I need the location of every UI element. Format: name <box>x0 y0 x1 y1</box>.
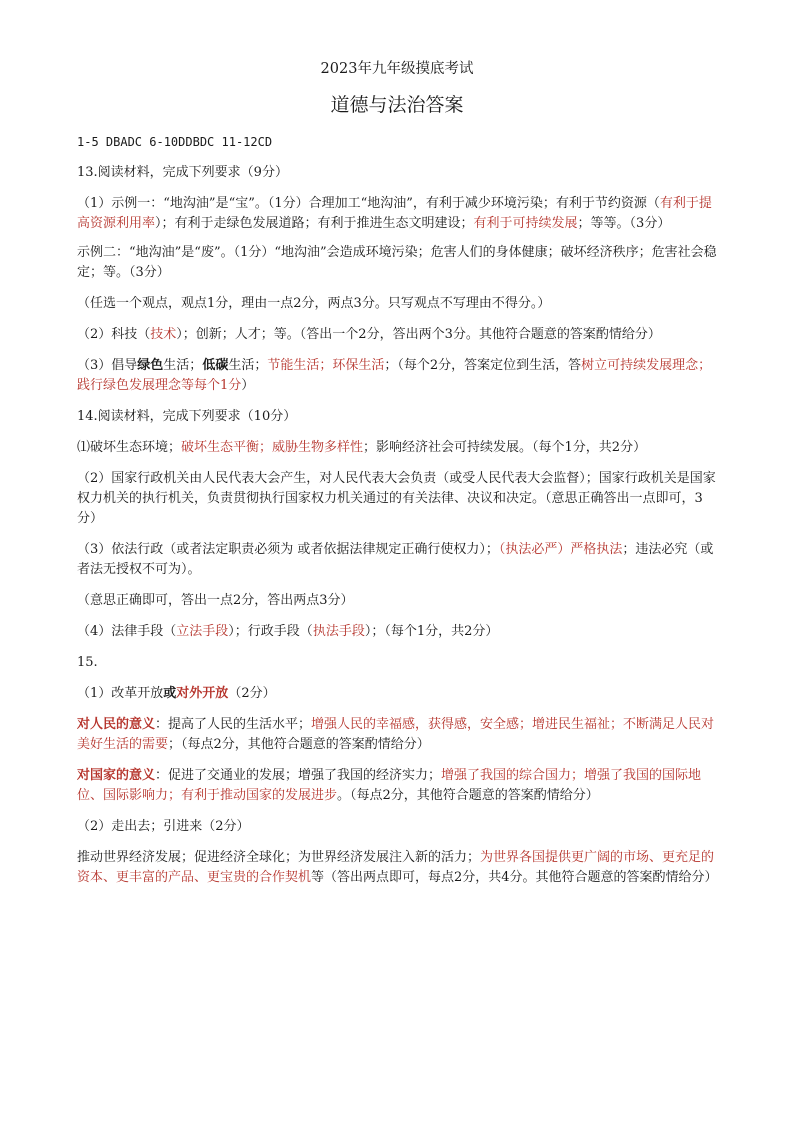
q13-part1-example2: 示例二：“地沟油”是“废”。（1分）“地沟油”会造成环境污染；危害人们的身体健康；破坏经济秩序；危害社会稳定；等。（3分） <box>77 245 717 280</box>
text-segment: ）；创新；人才；等。（答出一个2分，答出两个3分。其他符合题意的答案酌情给分） <box>176 327 661 342</box>
text-segment: ：提高了人民的生活水平； <box>155 717 312 732</box>
text-segment: 生活； <box>228 358 268 373</box>
q15-significance-nation <box>77 766 719 806</box>
q14-heading: 14.阅读材料，完成下列要求（10分） <box>77 409 297 424</box>
text-segment: ⑴破坏生态环境； <box>77 440 182 455</box>
q15-heading: 15. <box>77 655 98 670</box>
highlighted-text: 节能生活；环保生活 <box>267 358 385 373</box>
q14-part4 <box>77 622 719 642</box>
highlighted-text: 对外开放 <box>176 686 229 701</box>
text-segment: 。（每点2分，其他符合题意的答案酌情给分） <box>337 788 599 803</box>
text-segment: 生活； <box>163 358 203 373</box>
highlighted-text: 有利于可持续发展 <box>473 216 578 231</box>
text-segment: ；违法必究（或者法无授权不可为）。 <box>77 542 714 577</box>
multiple-choice-answers: 1-5 DBADC 6-10DDBDC 11-12CD <box>77 135 273 149</box>
text-segment: ；（每点2分，其他符合题意的答案酌情给分） <box>168 737 430 752</box>
highlighted-text: 绿色 <box>137 358 164 373</box>
q15-part1 <box>77 684 719 704</box>
text-segment: （4）法律手段（ <box>77 624 177 639</box>
q13-scoring-note: （任选一个观点，观点1分，理由一点2分，两点3分。只写观点不写理由不得分。） <box>77 296 551 311</box>
highlighted-text: 对国家的意义 <box>77 768 156 783</box>
highlighted-text: 立法手段 <box>176 624 229 639</box>
text-segment: ；影响经济社会可持续发展。（每个1分，共2分） <box>363 440 647 455</box>
q14-part1 <box>77 438 719 458</box>
text-segment: 推动世界经济发展；促进经济全球化；为世界经济发展注入新的活力； <box>77 850 481 865</box>
q13-part1-example1 <box>77 194 719 234</box>
text-segment: 等（答出两点即可，每点2分，共4分。其他符合题意的答案酌情给分） <box>311 870 718 885</box>
q14-part3 <box>77 540 719 580</box>
text-segment: ：促进了交通业的发展；增强了我国的经济实力； <box>155 768 442 783</box>
q15-part2: （2）走出去；引进来（2分） <box>77 819 250 834</box>
text-segment: （3）倡导 <box>77 358 138 373</box>
text-segment: （1）改革开放 <box>77 686 164 701</box>
q15-significance-people <box>77 715 719 755</box>
q14-part2: （2）国家行政机关由人民代表大会产生，对人民代表大会负责（或受人民代表大会监督）；国家行政机关是国家权力机关的执行机关，负责贯彻执行国家权力机关通过的有关法律、决议和决定。（意思正确答出一点即可，3分） <box>77 471 716 526</box>
text-segment: （3）依法行政（或者法定职责必须为 或者依据法律规定正确行使权力）； <box>77 542 499 557</box>
q13-part2 <box>77 325 719 345</box>
q14-part3-note: （意思正确即可，答出一点2分，答出两点3分） <box>77 593 354 608</box>
highlighted-text: 执法手段 <box>312 624 365 639</box>
highlighted-text: （执法必严）严格执法 <box>498 542 623 557</box>
q13-part3 <box>77 356 719 396</box>
text-segment: ；（每个2分，答案定位到生活，答 <box>384 358 582 373</box>
q13-heading: 13.阅读材料，完成下列要求（9分） <box>77 165 288 180</box>
highlighted-text: 破坏生态平衡；威胁生物多样性 <box>181 440 364 455</box>
highlighted-text: 增强人民的幸福感，获得感，安全感；增进民生福祉；不断满足人民对美好生活的需要 <box>77 717 715 752</box>
text-segment: ）；有利于走绿色发展道路；有利于推进生态文明建设； <box>155 216 474 231</box>
highlighted-text: 或 <box>163 686 177 701</box>
highlighted-text: 增强了我国的综合国力；增强了我国的国际地位、国际影响力；有利于推动国家的发展进步 <box>77 768 702 803</box>
highlighted-text: 树立可持续发展理念；践行绿色发展理念等每个1分 <box>77 358 712 393</box>
text-segment: ；等等。（3分） <box>577 216 671 231</box>
text-segment: ）；（每个1分，共2分） <box>364 624 499 639</box>
exam-subtitle: 2023年九年级摸底考试 <box>320 61 474 77</box>
highlighted-text: 对人民的意义 <box>77 717 156 732</box>
q15-part2-explanation <box>77 848 719 888</box>
highlighted-text: 为世界各国提供更广阔的市场、更充足的资本、更丰富的产品、更宝贵的合作契机 <box>77 850 715 885</box>
answer-body <box>77 132 719 899</box>
highlighted-text: 有利于提高资源利用率 <box>77 196 712 231</box>
page-title: 道德与法治答案 <box>330 94 464 116</box>
text-segment: （2）科技（ <box>77 327 151 342</box>
highlighted-text: 低碳 <box>202 358 229 373</box>
text-segment: ） <box>241 378 255 393</box>
text-segment: （1）示例一：“地沟油”是“宝”。（1分）合理加工“地沟油”，有利于减少环境污染；有利于节约资源（ <box>77 196 660 211</box>
text-segment: （2分） <box>228 686 276 701</box>
text-segment: ）；行政手段（ <box>228 624 313 639</box>
highlighted-text: 技术 <box>150 327 177 342</box>
